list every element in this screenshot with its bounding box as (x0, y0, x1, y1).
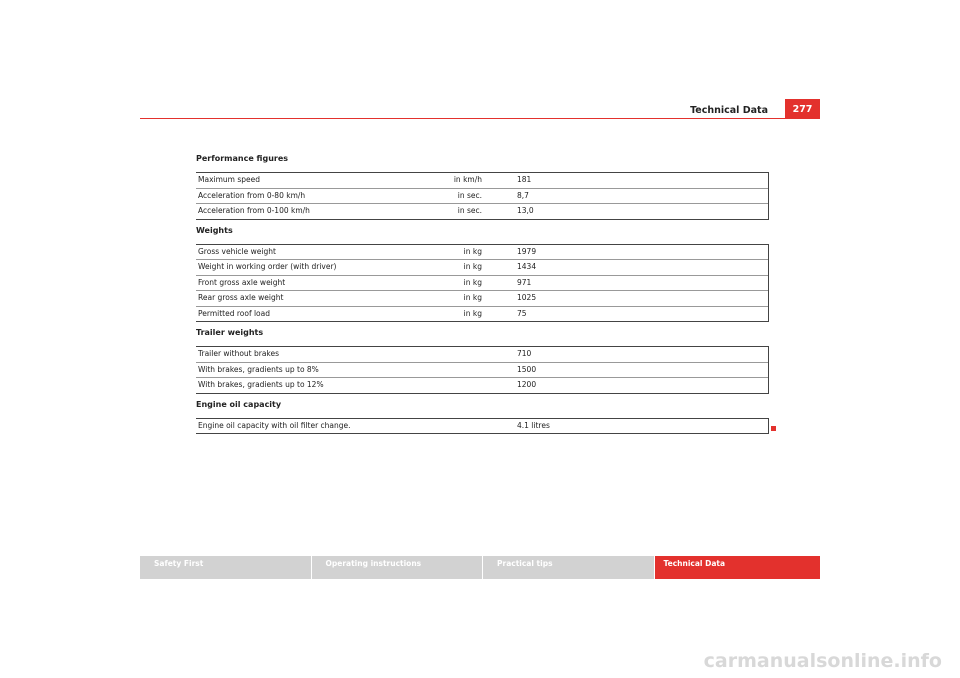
tab-operating-instructions[interactable]: Operating instructions (312, 556, 483, 579)
row-value: 971 (517, 277, 532, 287)
engine-oil-table (196, 418, 769, 435)
row-label: Engine oil capacity with oil filter change. (198, 420, 351, 430)
row-value: 75 (517, 308, 527, 318)
table-row (196, 419, 768, 434)
trailer-weights-table (196, 346, 769, 394)
table-row (196, 173, 768, 188)
page-header-title: Technical Data (690, 105, 768, 116)
section-title-weights: Weights (196, 225, 233, 235)
section-title-performance: Performance figures (196, 154, 289, 163)
row-value: 181 (517, 175, 532, 184)
spec-content (196, 152, 768, 434)
row-value: 1200 (517, 380, 537, 389)
row-unit: in sec. (457, 206, 482, 215)
table-row (196, 188, 768, 204)
row-unit (416, 347, 486, 362)
row-label: Permitted roof load (198, 308, 271, 318)
table-row (196, 347, 768, 362)
row-unit: in kg (463, 308, 482, 318)
row-value: 4.1 litres (517, 420, 550, 430)
row-value: 1025 (517, 293, 537, 302)
table-row (196, 259, 768, 275)
row-label: With brakes, gradients up to 8% (198, 364, 319, 374)
row-value: 13,0 (517, 206, 534, 215)
performance-table (196, 172, 769, 220)
table-row (196, 377, 768, 393)
table-row (196, 275, 768, 291)
row-label: With brakes, gradients up to 12% (198, 380, 324, 389)
table-row (196, 306, 768, 322)
section-title-engine-oil: Engine oil capacity (196, 399, 282, 409)
row-label: Acceleration from 0-80 km/h (198, 190, 306, 200)
footer-chapter-nav (140, 556, 820, 579)
page-number-badge: 277 (785, 99, 820, 119)
table-row (196, 203, 768, 219)
row-label: Acceleration from 0-100 km/h (198, 206, 310, 215)
tab-technical-data[interactable]: Technical Data (655, 556, 821, 579)
row-label: Weight in working order (with driver) (198, 262, 337, 271)
row-unit: in kg (463, 293, 482, 302)
tab-safety-first[interactable]: Safety First (140, 556, 311, 579)
row-value: 1500 (517, 364, 537, 374)
row-unit (416, 419, 486, 434)
weights-table (196, 244, 769, 323)
table-row (196, 245, 768, 260)
tab-practical-tips[interactable]: Practical tips (483, 556, 654, 579)
row-label: Gross vehicle weight (198, 246, 276, 256)
row-label: Rear gross axle weight (198, 293, 284, 302)
row-unit: in km/h (453, 175, 482, 184)
row-unit: in kg (463, 277, 482, 287)
row-label: Trailer without brakes (198, 349, 280, 358)
row-value: 8,7 (517, 190, 529, 200)
row-label: Front gross axle weight (198, 277, 286, 287)
section-end-marker-icon (771, 426, 776, 431)
row-unit (416, 378, 486, 393)
table-row (196, 362, 768, 378)
row-value: 710 (517, 349, 532, 358)
row-value: 1434 (517, 262, 537, 271)
table-row (196, 290, 768, 306)
row-unit: in kg (463, 262, 482, 271)
row-unit: in sec. (457, 190, 482, 200)
section-title-trailer-weights: Trailer weights (196, 328, 264, 337)
watermark-text: carmanualsonline.info (703, 650, 942, 672)
header-rule (140, 118, 820, 119)
row-value: 1979 (517, 246, 537, 256)
row-unit (416, 363, 486, 378)
row-unit: in kg (463, 246, 482, 256)
row-label: Maximum speed (198, 175, 260, 184)
